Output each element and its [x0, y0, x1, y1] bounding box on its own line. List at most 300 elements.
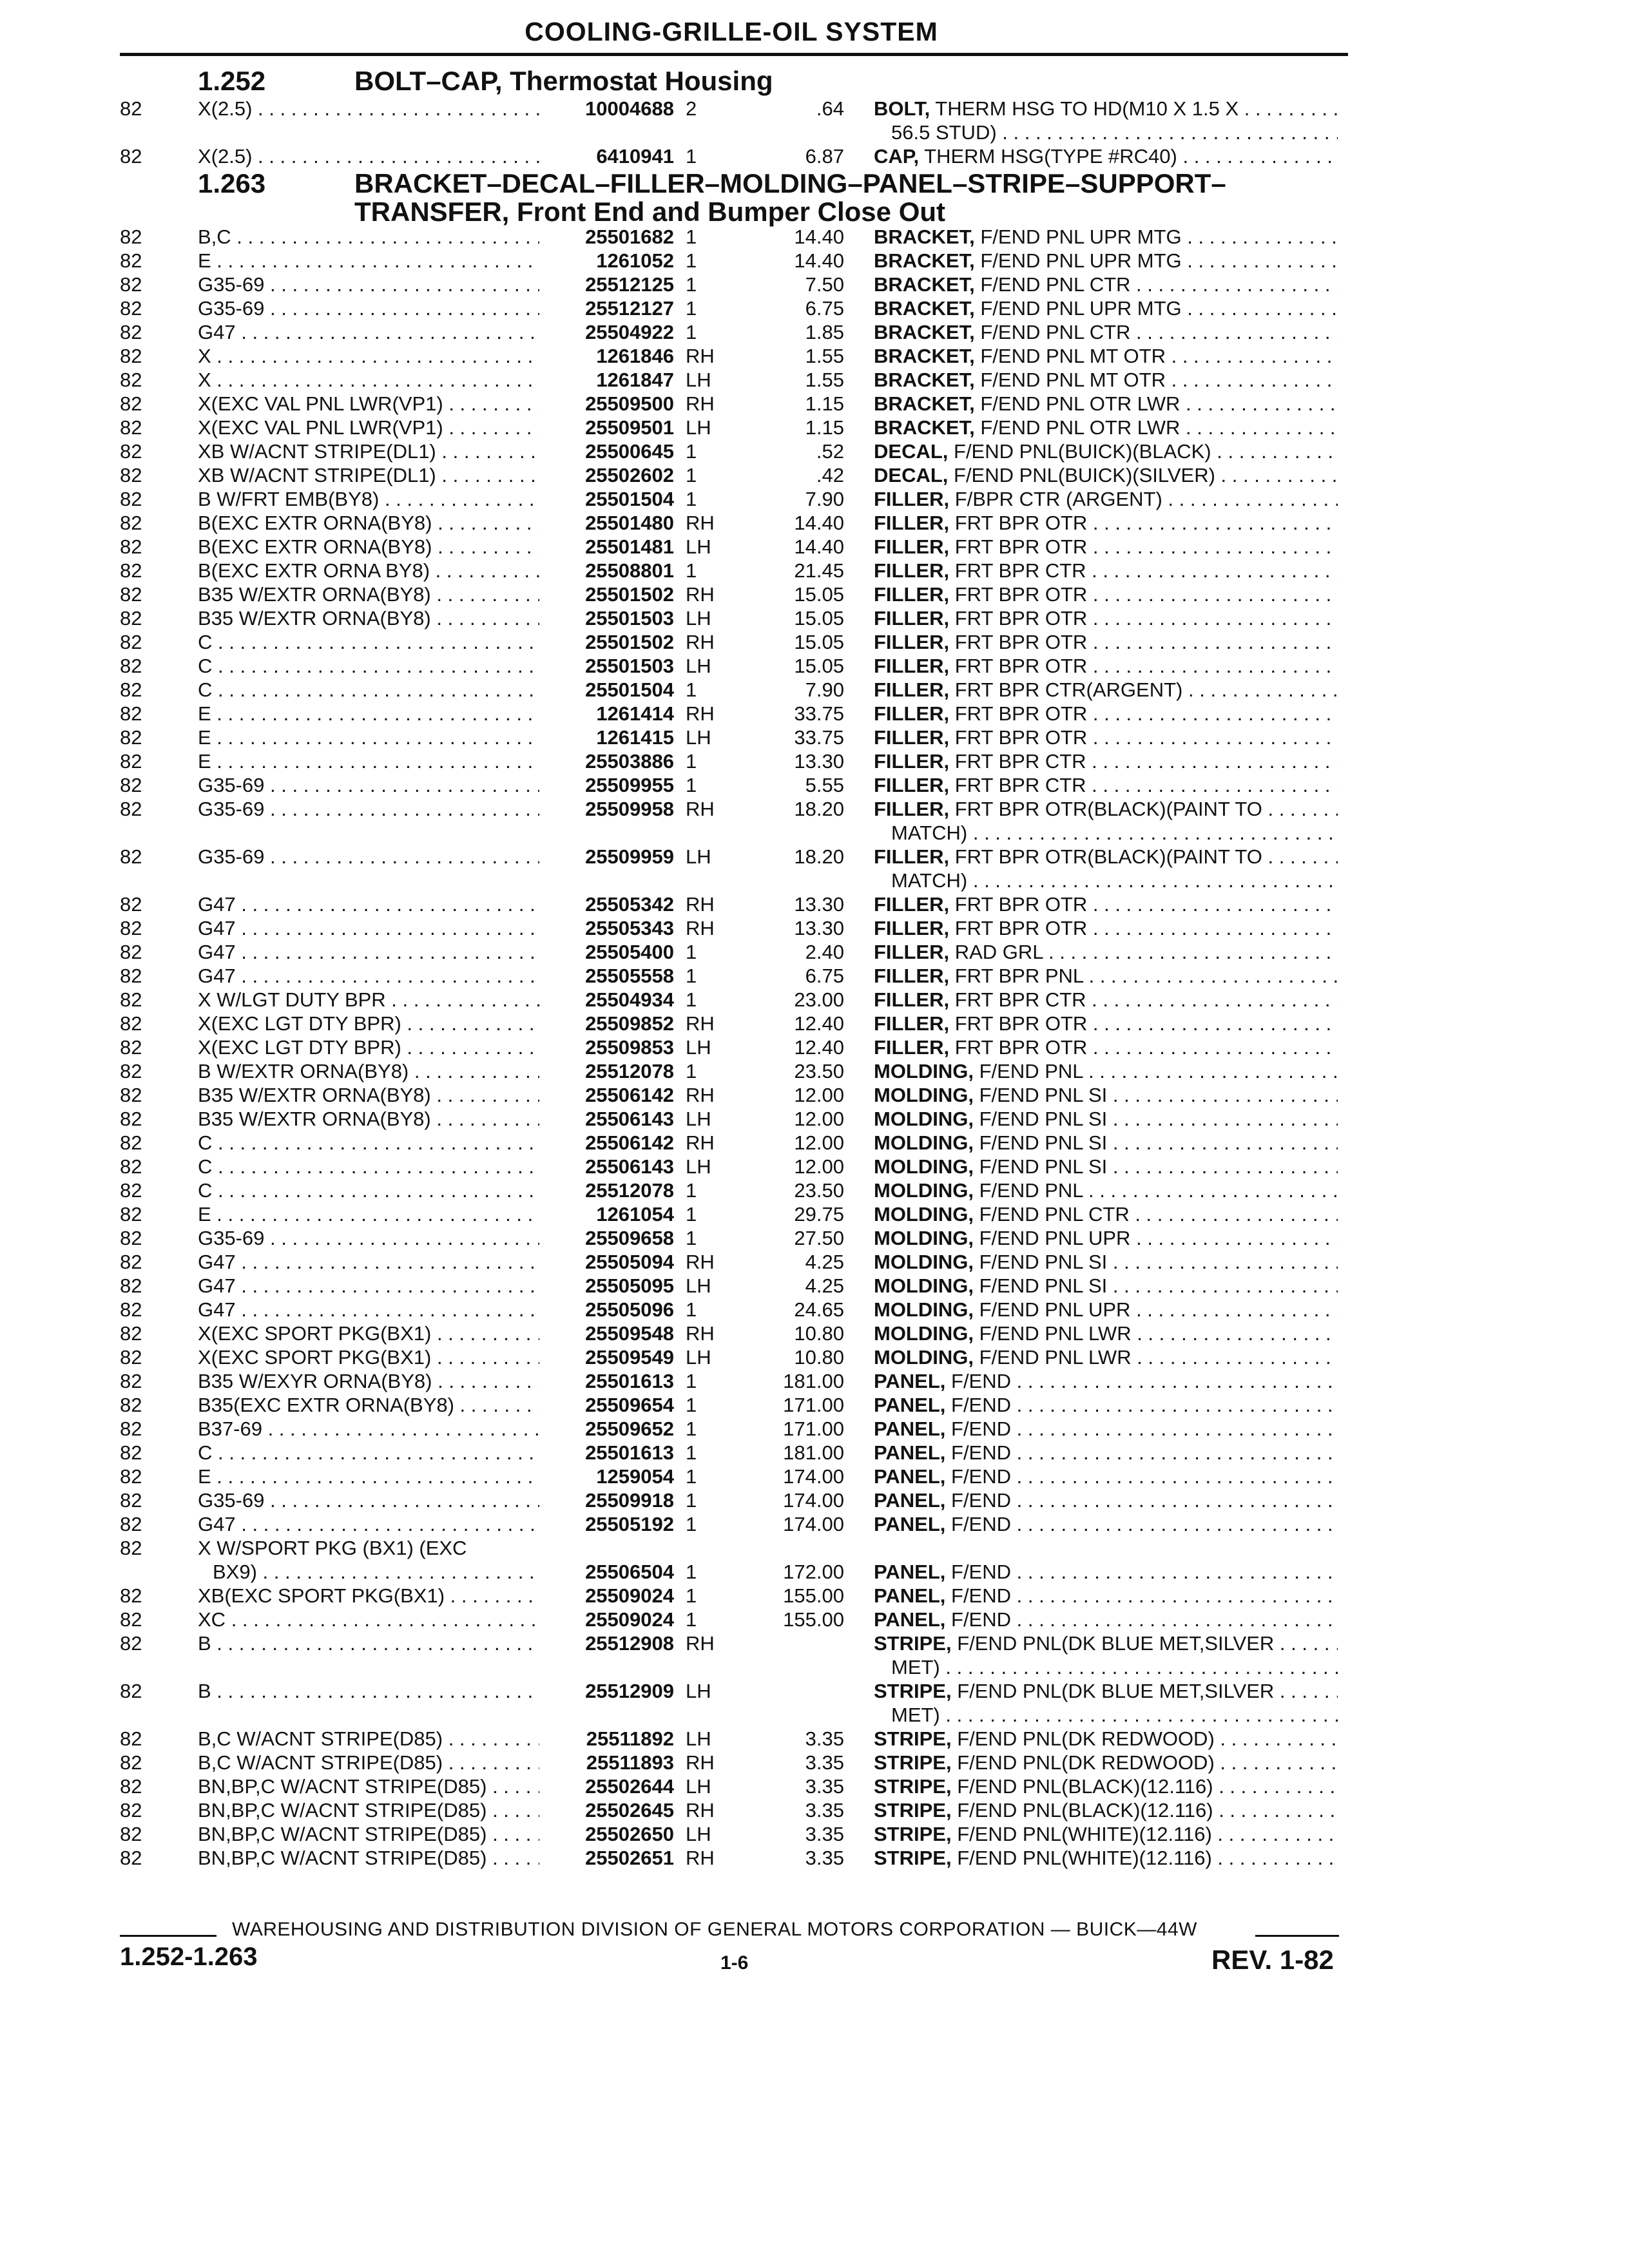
quantity: 1: [686, 226, 697, 248]
model-year: 82: [120, 1537, 142, 1559]
price: 1.55: [805, 345, 844, 367]
part-modifier: F/END PNL(WHITE)(12.116): [951, 1847, 1212, 1869]
part-description: [874, 97, 1338, 120]
part-description: [874, 320, 1338, 344]
model-applicability: G35-69 . . .: [198, 773, 539, 797]
section-title: BRACKET–DECAL–FILLER–MOLDING–PANEL–STRIPE–SUPPORT–: [354, 168, 1226, 198]
part-description: [874, 892, 1338, 916]
price: 23.00: [794, 988, 844, 1011]
part-modifier: FRT BPR CTR(ARGENT): [949, 678, 1183, 701]
table-row: [0, 439, 1629, 463]
part-number: 25500645: [585, 440, 674, 463]
model-applicability: X(EXC VAL PNL LWR(VP1) . . .: [198, 416, 539, 439]
part-number: 25505343: [585, 917, 674, 939]
table-row: [0, 1560, 1629, 1584]
model-year: 82: [120, 1775, 142, 1798]
quantity: 1: [686, 488, 697, 510]
model-year: 82: [120, 145, 142, 168]
part-number: 25504922: [585, 321, 674, 343]
model-applicability: G47 . . .: [198, 916, 539, 940]
part-modifier: FRT BPR OTR: [949, 535, 1088, 558]
part-modifier: FRT BPR OTR: [949, 702, 1088, 725]
quantity: RH: [686, 345, 715, 367]
part-number: 25505558: [585, 965, 674, 987]
price: 1.85: [805, 321, 844, 343]
model-year: 82: [120, 678, 142, 701]
price: 12.00: [794, 1084, 844, 1106]
price: 1.15: [805, 416, 844, 439]
table-row: [0, 416, 1629, 439]
table-row: [0, 1584, 1629, 1608]
part-modifier: F/END: [945, 1561, 1012, 1583]
quantity: 1: [686, 464, 697, 486]
table-row: [0, 1155, 1629, 1178]
quantity: LH: [686, 1036, 711, 1059]
part-noun: PANEL,: [874, 1513, 946, 1535]
table-row: [0, 1131, 1629, 1155]
part-description: [874, 678, 1338, 702]
part-noun: MOLDING,: [874, 1227, 974, 1249]
footer-rule-right: [1255, 1935, 1339, 1937]
table-row: [0, 1107, 1629, 1131]
part-number: 25509500: [585, 392, 674, 415]
model-year: 82: [120, 488, 142, 510]
part-description: [874, 582, 1338, 606]
model-applicability: E . . .: [198, 749, 539, 773]
part-number: 25505400: [585, 941, 674, 963]
table-row: [0, 1798, 1629, 1822]
part-number: 25509918: [585, 1489, 674, 1512]
part-number: 25509549: [585, 1346, 674, 1369]
part-modifier: F/END PNL(WHITE)(12.116): [951, 1823, 1212, 1845]
quantity: RH: [686, 1751, 715, 1774]
price: 171.00: [783, 1418, 844, 1440]
part-noun: PANEL,: [874, 1441, 946, 1464]
part-description: [874, 368, 1338, 392]
part-noun: FILLER,: [874, 1036, 950, 1059]
quantity: 1: [686, 678, 697, 701]
part-modifier: F/END PNL(DK REDWOOD): [951, 1727, 1215, 1750]
part-modifier: FRT BPR OTR: [949, 917, 1088, 939]
price: .64: [816, 97, 844, 120]
model-applicability: B(EXC EXTR ORNA(BY8) . . .: [198, 511, 539, 535]
part-number: 25511893: [586, 1751, 674, 1774]
quantity: RH: [686, 1012, 715, 1035]
part-modifier: F/END PNL MT OTR: [974, 369, 1166, 391]
price: 181.00: [783, 1370, 844, 1392]
quantity: 1: [686, 145, 697, 168]
model-applicability: E . . .: [198, 1202, 539, 1226]
table-row: [0, 630, 1629, 654]
part-noun: MOLDING,: [874, 1060, 974, 1082]
part-description: [874, 988, 1338, 1012]
page-title: COOLING-GRILLE-OIL SYSTEM: [525, 17, 938, 46]
part-modifier: F/END PNL CTR: [974, 273, 1131, 296]
table-row: [0, 892, 1629, 916]
part-modifier: F/END PNL CTR: [974, 1203, 1130, 1225]
model-applicability: X . . .: [198, 344, 539, 368]
quantity: LH: [686, 1274, 711, 1297]
model-year: 82: [120, 1012, 142, 1035]
part-number: 25501613: [585, 1370, 674, 1392]
price: 29.75: [794, 1203, 844, 1225]
part-description: [874, 1751, 1338, 1774]
part-number: 25502645: [585, 1799, 674, 1821]
part-noun: MOLDING,: [874, 1298, 974, 1321]
part-description: [874, 1035, 1338, 1059]
part-number: 25509853: [585, 1036, 674, 1059]
model-applicability: XB(EXC SPORT PKG(BX1) . . .: [198, 1584, 539, 1608]
part-noun: PANEL,: [874, 1418, 946, 1440]
model-year: 82: [120, 1823, 142, 1845]
model-applicability: X(EXC LGT DTY BPR) . . .: [198, 1035, 539, 1059]
part-number: 25501502: [585, 631, 674, 653]
price: 7.90: [805, 488, 844, 510]
price: 12.40: [794, 1036, 844, 1059]
part-modifier: F/END PNL SI: [974, 1108, 1108, 1130]
model-year: 82: [120, 774, 142, 796]
part-modifier: F/END: [945, 1418, 1012, 1440]
model-year: 82: [120, 1632, 142, 1655]
quantity: 1: [686, 965, 697, 987]
part-number: 25509024: [585, 1608, 674, 1631]
part-number: 25501504: [585, 678, 674, 701]
section-number: 1.252: [198, 66, 266, 96]
part-description: [874, 1512, 1338, 1536]
part-number: 1261847: [596, 369, 674, 391]
part-number: 25506142: [585, 1131, 674, 1154]
price: 13.30: [794, 750, 844, 773]
price: 155.00: [783, 1584, 844, 1607]
price: 6.75: [805, 965, 844, 987]
footer-rule-left: [120, 1935, 217, 1937]
price: 3.35: [805, 1847, 844, 1869]
model-year: 82: [120, 345, 142, 367]
part-modifier: F/END PNL: [974, 1060, 1083, 1082]
price: 21.45: [794, 559, 844, 582]
part-modifier: F/END PNL SI: [974, 1155, 1108, 1178]
model-applicability: X W/LGT DUTY BPR . . .: [198, 988, 539, 1012]
model-applicability: XB W/ACNT STRIPE(DL1) . . .: [198, 439, 539, 463]
model-applicability: X . . .: [198, 368, 539, 392]
table-row: [0, 1298, 1629, 1321]
part-number: 25506142: [585, 1084, 674, 1106]
part-description: [874, 654, 1338, 678]
part-description: [874, 1131, 1338, 1155]
table-row: [0, 1345, 1629, 1369]
quantity: LH: [686, 1155, 711, 1178]
quantity: LH: [686, 607, 711, 629]
model-year: 82: [120, 702, 142, 725]
part-noun: FILLER,: [874, 988, 950, 1011]
price: 33.75: [794, 726, 844, 749]
quantity: 1: [686, 750, 697, 773]
part-number: 25501682: [585, 226, 674, 248]
part-description: [874, 1012, 1338, 1035]
part-number: 25512127: [585, 297, 674, 320]
part-number: 1259054: [596, 1465, 674, 1488]
quantity: 1: [686, 1465, 697, 1488]
part-description: [874, 344, 1338, 368]
model-applicability: G47 . . .: [198, 1512, 539, 1536]
price: 6.75: [805, 297, 844, 320]
quantity: 1: [686, 1203, 697, 1225]
part-noun: BRACKET,: [874, 416, 975, 439]
model-year: 82: [120, 1203, 142, 1225]
part-modifier: F/END PNL(DK BLUE MET,SILVER: [951, 1680, 1275, 1702]
table-row: [0, 368, 1629, 392]
part-noun: FILLER,: [874, 535, 950, 558]
part-number: 25505192: [585, 1513, 674, 1535]
model-applicability: G35-69 . . .: [198, 845, 539, 869]
price: 13.30: [794, 917, 844, 939]
model-year: 82: [120, 1274, 142, 1297]
model-applicability: BN,BP,C W/ACNT STRIPE(D85) . . .: [198, 1846, 539, 1870]
part-description: [874, 249, 1338, 273]
model-applicability: G47 . . .: [198, 1250, 539, 1274]
part-modifier: F/END PNL(BLACK)(12.116): [951, 1799, 1213, 1821]
table-row: [0, 1202, 1629, 1226]
price: 14.40: [794, 535, 844, 558]
part-modifier: F/END PNL CTR: [974, 321, 1131, 343]
quantity: 1: [686, 1513, 697, 1535]
part-number: 25505095: [585, 1274, 674, 1297]
table-row: [0, 702, 1629, 726]
part-modifier: F/END: [945, 1584, 1012, 1607]
part-description: [874, 1488, 1338, 1512]
price: 10.80: [794, 1322, 844, 1345]
table-row: [0, 582, 1629, 606]
table-row: [0, 1012, 1629, 1035]
part-number: 1261414: [596, 702, 674, 725]
model-applicability: C . . .: [198, 678, 539, 702]
model-year: 82: [120, 655, 142, 677]
quantity: 1: [686, 321, 697, 343]
part-description: [874, 940, 1338, 964]
table-row: [0, 1822, 1629, 1846]
quantity: RH: [686, 1632, 715, 1655]
section-heading: [0, 66, 1629, 97]
part-description: [874, 273, 1338, 296]
part-description: MATCH) . . .: [891, 869, 1338, 892]
model-year: 82: [120, 988, 142, 1011]
part-description: 56.5 STUD) . . .: [891, 120, 1338, 144]
part-number: 25503886: [585, 750, 674, 773]
price: 172.00: [783, 1561, 844, 1583]
price: 24.65: [794, 1298, 844, 1321]
price: 15.05: [794, 655, 844, 677]
part-description: [874, 1631, 1338, 1655]
part-number: 25509958: [585, 798, 674, 820]
part-description: [874, 1727, 1338, 1751]
model-year: 82: [120, 1727, 142, 1750]
part-number: 6410941: [596, 145, 674, 168]
table-row: [0, 1274, 1629, 1298]
table-row: [0, 1774, 1629, 1798]
price: 27.50: [794, 1227, 844, 1249]
quantity: RH: [686, 893, 715, 916]
model-year: 82: [120, 1036, 142, 1059]
part-description: [874, 749, 1338, 773]
part-description: [874, 296, 1338, 320]
quantity: RH: [686, 583, 715, 606]
model-applicability: E . . .: [198, 702, 539, 726]
part-number: 25505096: [585, 1298, 674, 1321]
part-noun: PANEL,: [874, 1584, 946, 1607]
model-year: 82: [120, 583, 142, 606]
quantity: LH: [686, 1727, 711, 1750]
model-year: 82: [120, 845, 142, 868]
part-number: 25512909: [585, 1680, 674, 1702]
part-number: 1261054: [596, 1203, 674, 1225]
section-heading-continued: [0, 199, 1629, 225]
part-modifier: F/END PNL UPR: [974, 1298, 1131, 1321]
part-modifier: FRT BPR OTR(BLACK)(PAINT TO: [949, 845, 1262, 868]
price: 12.40: [794, 1012, 844, 1035]
section-number: 1.263: [198, 168, 266, 198]
table-row: [0, 1465, 1629, 1488]
part-number: 25509652: [585, 1418, 674, 1440]
price: 4.25: [805, 1251, 844, 1273]
model-applicability: BN,BP,C W/ACNT STRIPE(D85) . . .: [198, 1822, 539, 1846]
part-modifier: THERM HSG(TYPE #RC40): [919, 145, 1177, 168]
part-noun: PANEL,: [874, 1561, 946, 1583]
part-number: 25501502: [585, 583, 674, 606]
part-number: 25512908: [585, 1632, 674, 1655]
table-row: [0, 1369, 1629, 1393]
model-year: 82: [120, 1751, 142, 1774]
part-noun: MOLDING,: [874, 1251, 974, 1273]
part-number: 25509024: [585, 1584, 674, 1607]
part-noun: FILLER,: [874, 512, 950, 534]
table-row: [0, 273, 1629, 296]
header-rule: [120, 53, 1348, 56]
price: 3.35: [805, 1727, 844, 1750]
model-applicability: G35-69 . . .: [198, 296, 539, 320]
part-noun: STRIPE,: [874, 1727, 952, 1750]
footer-page-number: 1-6: [720, 1952, 749, 1974]
part-modifier: FRT BPR OTR: [949, 512, 1088, 534]
quantity: LH: [686, 1346, 711, 1369]
part-modifier: F/END PNL(DK BLUE MET,SILVER: [951, 1632, 1275, 1655]
section-title: BOLT–CAP, Thermostat Housing: [354, 66, 773, 96]
quantity: LH: [686, 535, 711, 558]
part-number: 25501613: [585, 1441, 674, 1464]
table-row: [0, 249, 1629, 273]
part-description: [874, 1417, 1338, 1441]
model-year: 82: [120, 607, 142, 629]
part-modifier: FRT BPR OTR: [949, 893, 1088, 916]
part-description: [874, 1345, 1338, 1369]
model-applicability: B W/EXTR ORNA(BY8) . . .: [198, 1059, 539, 1083]
price: 1.15: [805, 392, 844, 415]
model-year: 82: [120, 416, 142, 439]
quantity: RH: [686, 1084, 715, 1106]
part-number: 25506143: [585, 1108, 674, 1130]
part-modifier: F/END PNL UPR MTG: [974, 297, 1182, 320]
part-number: 25509852: [585, 1012, 674, 1035]
part-noun: FILLER,: [874, 583, 950, 606]
price: 23.50: [794, 1060, 844, 1082]
part-description: [874, 964, 1338, 988]
part-modifier: F/END: [945, 1608, 1012, 1631]
quantity: 1: [686, 1298, 697, 1321]
part-number: 25501480: [585, 512, 674, 534]
part-noun: BRACKET,: [874, 345, 975, 367]
part-noun: BRACKET,: [874, 273, 975, 296]
part-modifier: F/END PNL MT OTR: [974, 345, 1166, 367]
model-applicability: C . . .: [198, 1155, 539, 1178]
part-number: 25506504: [585, 1561, 674, 1583]
part-modifier: F/END: [945, 1370, 1012, 1392]
price: 12.00: [794, 1131, 844, 1154]
model-applicability: B35(EXC EXTR ORNA(BY8) . . .: [198, 1393, 539, 1417]
model-applicability: G47 . . .: [198, 320, 539, 344]
part-noun: FILLER,: [874, 798, 950, 820]
part-modifier: FRT BPR OTR: [949, 1012, 1088, 1035]
part-number: 25512078: [585, 1179, 674, 1202]
part-noun: STRIPE,: [874, 1751, 952, 1774]
quantity: 1: [686, 1441, 697, 1464]
description-continuation: [0, 869, 1629, 892]
part-description: [874, 1465, 1338, 1488]
part-modifier: F/END PNL OTR LWR: [974, 416, 1181, 439]
part-description: [874, 439, 1338, 463]
price: 4.25: [805, 1274, 844, 1297]
model-applicability: B,C W/ACNT STRIPE(D85) . . .: [198, 1751, 539, 1774]
part-description: MATCH) . . .: [891, 821, 1338, 845]
model-applicability: G35-69 . . .: [198, 1226, 539, 1250]
quantity: 1: [686, 1418, 697, 1440]
table-row: [0, 797, 1629, 821]
part-noun: FILLER,: [874, 774, 950, 796]
part-noun: FILLER,: [874, 750, 950, 773]
table-row: [0, 320, 1629, 344]
quantity: LH: [686, 369, 711, 391]
part-noun: PANEL,: [874, 1608, 946, 1631]
price: 15.05: [794, 583, 844, 606]
price: .42: [816, 464, 844, 486]
quantity: 1: [686, 941, 697, 963]
part-noun: FILLER,: [874, 678, 950, 701]
table-row: [0, 535, 1629, 559]
model-year: 82: [120, 297, 142, 320]
model-year: 82: [120, 965, 142, 987]
model-applicability: BN,BP,C W/ACNT STRIPE(D85) . . .: [198, 1798, 539, 1822]
part-modifier: F/END PNL SI: [974, 1251, 1108, 1273]
model-year: 82: [120, 1418, 142, 1440]
part-noun: PANEL,: [874, 1370, 946, 1392]
part-noun: BOLT,: [874, 97, 930, 120]
part-modifier: F/END PNL UPR MTG: [974, 226, 1182, 248]
quantity: 1: [686, 1394, 697, 1416]
part-noun: MOLDING,: [874, 1131, 974, 1154]
part-description: [874, 416, 1338, 439]
part-noun: FILLER,: [874, 726, 950, 749]
table-row: [0, 773, 1629, 797]
quantity: RH: [686, 512, 715, 534]
part-modifier: FRT BPR OTR: [949, 1036, 1088, 1059]
part-modifier: FRT BPR CTR: [949, 774, 1086, 796]
table-row: [0, 1250, 1629, 1274]
part-description: [874, 1679, 1338, 1703]
part-modifier: F/END: [945, 1441, 1012, 1464]
model-applicability: X(EXC VAL PNL LWR(VP1) . . .: [198, 392, 539, 416]
part-description: [874, 1107, 1338, 1131]
part-description: [874, 1584, 1338, 1608]
quantity: LH: [686, 1680, 711, 1702]
price: 12.00: [794, 1155, 844, 1178]
